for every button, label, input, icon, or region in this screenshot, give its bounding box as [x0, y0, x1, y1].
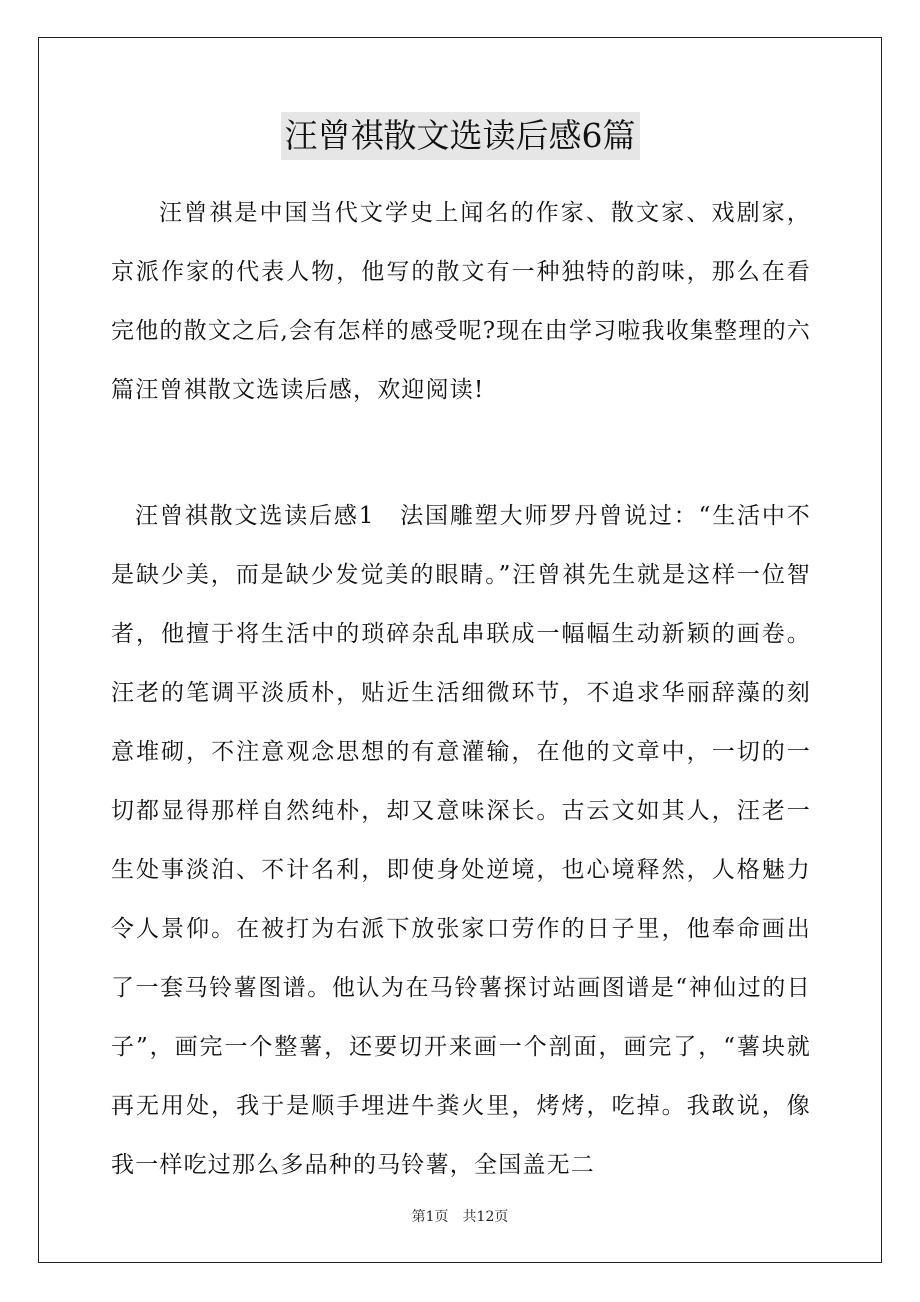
paragraph-essay-1: 汪曾祺散文选读后感1 法国雕塑大师罗丹曾说过：“生活中不是缺少美，而是缺少发觉美的眼睛。”汪曾祺先生就是这样一位智者，他擅于将生活中的琐碎杂乱串联成一幅幅生动新颖的画卷。汪老的笔调平淡质朴，贴近生活细微环节，不追求华丽辞藻的刻意堆砌，不注意观念思想的有意灌输，在他的文章中，一切的一切都显得那样自然纯朴，却又意味深长。古云文如其人，汪老一生处事淡泊、不计名利，即使身处逆境，也心境释然，人格魅力令人景仰。在被打为右派下放张家口劳作的日子里，他奉命画出了一套马铃薯图谱。他认为在马铃薯探讨站画图谱是“神仙过的日子”，画完一个整薯，还要切开来画一个剖面，画完了，“薯块就再无用处，我于是顺手埋进牛粪火里，烤烤，吃掉。我敢说，像我一样吃过那么多品种的马铃薯，全国盖无二 — [111, 503, 811, 1178]
page-number-total: 共12页 — [462, 1209, 509, 1225]
document-title: 汪曾祺散文选读后感6篇 — [281, 112, 640, 160]
page-footer — [0, 1206, 920, 1226]
paragraph-intro: 汪曾祺是中国当代文学史上闻名的作家、散文家、戏剧家，京派作家的代表人物，他写的散文有一种独特的韵味，那么在看完他的散文之后,会有怎样的感受呢?现在由学习啦我收集整理的六篇汪曾祺散文选读后感，欢迎阅读! — [111, 200, 811, 403]
page-number-current: 第1页 — [411, 1209, 449, 1225]
title-container — [0, 112, 920, 160]
